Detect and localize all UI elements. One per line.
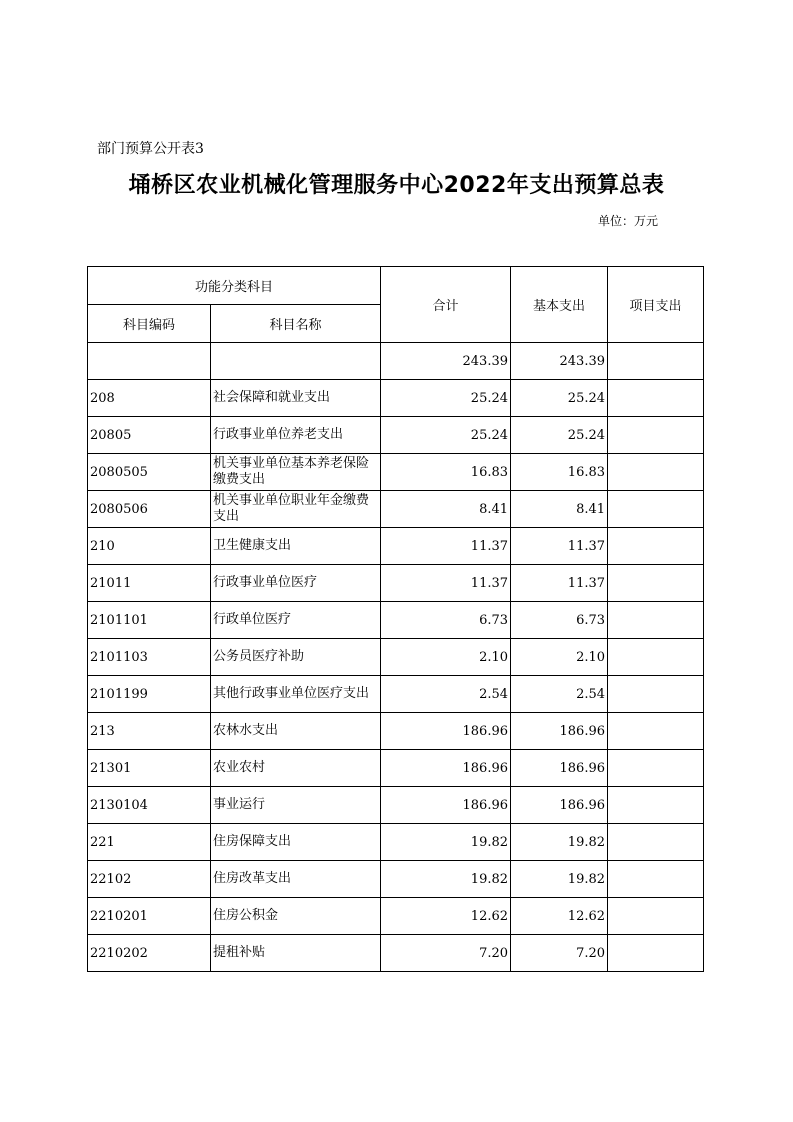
table-row — [88, 491, 704, 528]
basic-expense-cell: 19.82 — [511, 861, 608, 898]
table-row — [88, 750, 704, 787]
table-row — [88, 935, 704, 972]
total-cell: 7.20 — [381, 935, 511, 972]
table-row — [88, 898, 704, 935]
basic-expense-cell: 2.10 — [511, 639, 608, 676]
basic-expense-cell: 6.73 — [511, 602, 608, 639]
table-row — [88, 676, 704, 713]
basic-expense-column-header: 基本支出 — [511, 267, 608, 343]
subject-name-cell: 其他行政事业单位医疗支出 — [211, 676, 381, 713]
total-cell: 186.96 — [381, 787, 511, 824]
subject-code-cell: 22102 — [88, 861, 211, 898]
total-cell: 11.37 — [381, 565, 511, 602]
project-expense-cell — [608, 750, 704, 787]
project-expense-cell — [608, 343, 704, 380]
project-expense-cell — [608, 380, 704, 417]
subject-name-cell: 事业运行 — [211, 787, 381, 824]
total-cell: 186.96 — [381, 750, 511, 787]
project-expense-cell — [608, 861, 704, 898]
total-cell: 19.82 — [381, 861, 511, 898]
total-cell: 186.96 — [381, 713, 511, 750]
project-expense-cell — [608, 417, 704, 454]
total-cell: 12.62 — [381, 898, 511, 935]
subject-code-cell: 2130104 — [88, 787, 211, 824]
subject-name-cell: 社会保障和就业支出 — [211, 380, 381, 417]
basic-expense-cell: 11.37 — [511, 528, 608, 565]
subject-code-cell: 213 — [88, 713, 211, 750]
subject-name-cell: 农林水支出 — [211, 713, 381, 750]
basic-expense-cell: 186.96 — [511, 787, 608, 824]
subject-code-cell: 2210201 — [88, 898, 211, 935]
subject-name-cell: 行政事业单位医疗 — [211, 565, 381, 602]
subject-code-cell: 21301 — [88, 750, 211, 787]
project-expense-cell — [608, 491, 704, 528]
subject-name-cell: 住房改革支出 — [211, 861, 381, 898]
project-expense-cell — [608, 935, 704, 972]
code-column-header: 科目编码 — [88, 305, 211, 343]
name-column-header: 科目名称 — [211, 305, 381, 343]
subject-name-cell: 公务员医疗补助 — [211, 639, 381, 676]
total-cell: 16.83 — [381, 454, 511, 491]
subject-code-cell: 2101199 — [88, 676, 211, 713]
subject-name-cell: 农业农村 — [211, 750, 381, 787]
table-row — [88, 417, 704, 454]
project-expense-cell — [608, 676, 704, 713]
total-cell: 2.10 — [381, 639, 511, 676]
basic-expense-cell: 11.37 — [511, 565, 608, 602]
total-cell: 25.24 — [381, 380, 511, 417]
project-expense-cell — [608, 639, 704, 676]
total-cell: 11.37 — [381, 528, 511, 565]
table-row — [88, 528, 704, 565]
basic-expense-cell: 19.82 — [511, 824, 608, 861]
table-row — [88, 824, 704, 861]
subject-name-cell — [211, 343, 381, 380]
basic-expense-cell: 243.39 — [511, 343, 608, 380]
subject-name-cell: 机关事业单位基本养老保险缴费支出 — [211, 454, 381, 491]
project-expense-cell — [608, 898, 704, 935]
table-row — [88, 639, 704, 676]
table-row — [88, 787, 704, 824]
unit-label: 单位：万元 — [598, 214, 659, 228]
total-cell: 19.82 — [381, 824, 511, 861]
basic-expense-cell: 25.24 — [511, 380, 608, 417]
subject-name-cell: 行政单位医疗 — [211, 602, 381, 639]
total-cell: 8.41 — [381, 491, 511, 528]
basic-expense-cell: 16.83 — [511, 454, 608, 491]
subject-name-cell: 住房公积金 — [211, 898, 381, 935]
subject-code-cell: 2080505 — [88, 454, 211, 491]
project-expense-cell — [608, 787, 704, 824]
document-label: 部门预算公开表3 — [97, 141, 204, 157]
subject-code-cell: 210 — [88, 528, 211, 565]
table-row — [88, 565, 704, 602]
project-expense-cell — [608, 565, 704, 602]
project-expense-cell — [608, 602, 704, 639]
table-row — [88, 343, 704, 380]
basic-expense-cell: 8.41 — [511, 491, 608, 528]
basic-expense-cell: 7.20 — [511, 935, 608, 972]
subject-code-cell: 221 — [88, 824, 211, 861]
subject-code-cell — [88, 343, 211, 380]
subject-name-cell: 住房保障支出 — [211, 824, 381, 861]
project-expense-cell — [608, 824, 704, 861]
table-row — [88, 602, 704, 639]
subject-code-cell: 2101103 — [88, 639, 211, 676]
subject-code-cell: 20805 — [88, 417, 211, 454]
project-expense-cell — [608, 528, 704, 565]
total-cell: 25.24 — [381, 417, 511, 454]
subject-code-cell: 21011 — [88, 565, 211, 602]
table-header-row — [88, 267, 704, 305]
subject-name-cell: 卫生健康支出 — [211, 528, 381, 565]
budget-table — [87, 266, 704, 972]
basic-expense-cell: 25.24 — [511, 417, 608, 454]
project-expense-cell — [608, 454, 704, 491]
function-category-header: 功能分类科目 — [88, 267, 381, 305]
basic-expense-cell: 12.62 — [511, 898, 608, 935]
page-title: 埇桥区农业机械化管理服务中心2022年支出预算总表 — [128, 173, 665, 198]
subject-code-cell: 2210202 — [88, 935, 211, 972]
project-expense-cell — [608, 713, 704, 750]
total-cell: 243.39 — [381, 343, 511, 380]
subject-code-cell: 2080506 — [88, 491, 211, 528]
subject-name-cell: 提租补贴 — [211, 935, 381, 972]
total-cell: 6.73 — [381, 602, 511, 639]
total-column-header: 合计 — [381, 267, 511, 343]
table-row — [88, 380, 704, 417]
total-cell: 2.54 — [381, 676, 511, 713]
basic-expense-cell: 186.96 — [511, 713, 608, 750]
table-row — [88, 454, 704, 491]
subject-code-cell: 2101101 — [88, 602, 211, 639]
basic-expense-cell: 186.96 — [511, 750, 608, 787]
table-row — [88, 861, 704, 898]
project-expense-column-header: 项目支出 — [608, 267, 704, 343]
subject-name-cell: 行政事业单位养老支出 — [211, 417, 381, 454]
subject-name-cell: 机关事业单位职业年金缴费支出 — [211, 491, 381, 528]
basic-expense-cell: 2.54 — [511, 676, 608, 713]
subject-code-cell: 208 — [88, 380, 211, 417]
table-row — [88, 713, 704, 750]
